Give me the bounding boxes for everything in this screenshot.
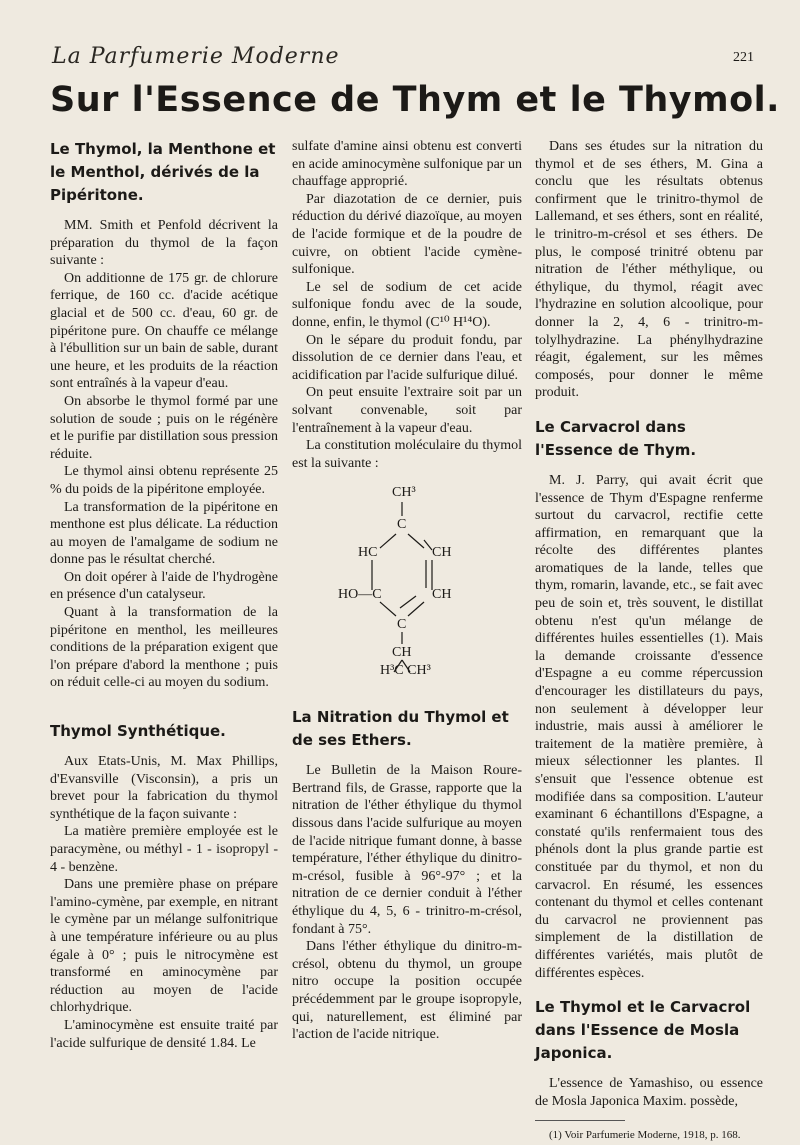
formula-label: CH³ (392, 485, 416, 501)
running-header: La Parfumerie Moderne (52, 44, 340, 69)
footnote-rule (535, 1120, 625, 1121)
section-heading-synthetique: Thymol Synthétique. (50, 722, 226, 741)
formula-label: H³C CH³ (380, 663, 431, 679)
paragraph: Dans l'éther éthylique du dinitro-m-crésol, obtenu du thymol, un groupe nitro occupe la position occupée précédemment par le groupe isopropyle, qui, naturellement, est éliminé par l'action de l'acide nitrique. (292, 939, 522, 1043)
formula-label: CH (392, 645, 412, 661)
paragraph: On additionne de 175 gr. de chlorure ferrique, de 160 cc. d'acide acétique glacial et de 500 cc. d'eau, 60 gr. de pipéritone pure. On chauffe ce mélange à l'ébullition sur un bain de sable, durant une heure, et les produits de la réaction sont entraînés à la vapeur d'eau. (50, 270, 278, 392)
paragraph: On absorbe le thymol formé par une solution de soude ; puis on le régénère et le purifie par distillation sous pression réduite. (50, 393, 278, 462)
paragraph: M. J. Parry, qui avait écrit que l'essence de Thym d'Espagne renferme surtout du carvacrol, rectifie cette affirmation, en remarquant que la récolte des différentes plantes aromatiques de la lande, telles que thym, romarin, lavande, etc., se fait avec peu de soin et, très souvent, le distillat obtenu n'est qu'un mélange de différentes huiles essentielles (1). Mais la demande croissante d'essence d'Espagne a eu comme répercussion d'encourager les distillateurs du pays, non seulement à développer leur industrie, mais aussi à améliorer le traitement de la matière première, à mieux sélectionner les plantes. Il s'ensuit que l'essence obtenue est modifiée dans sa composition. L'auteur examinant 6 échantillons d'Espagne, a constaté qu'ils renfermaient tous des phénols dont la plus grande partie est constituée par du thymol, et non du carvacrol. En résumé, les essences contenant du thymol et celles contenant du carvacrol ne proviennent pas simplement de la distillation de différentes variétés, mais plutôt de différentes espèces. (535, 472, 763, 981)
paragraph: Le Bulletin de la Maison Roure-Bertrand fils, de Grasse, rapporte que la nitration de l'éther éthylique du thymol dissous dans l'acide sulfurique au moyen de l'acide nitrique fumant donne, à basse température, l'éther éthylique du dinitro-m-crésol, fusible à 96°-97° ; et la nitration de ce dernier conduit à l'éther éthylique du 4, 5, 6 - trinitro-m-crésol, fondant à 75°. (292, 763, 522, 937)
thymol-structural-formula (292, 478, 522, 678)
paragraph: Par diazotation de ce dernier, puis réduction du dérivé diazoïque, au moyen de l'acide formique et de la poudre de cuivre, on obtient l'acide cymène-sulfonique. (292, 191, 522, 278)
paragraph: La matière première employée est le paracymène, ou méthyl - 1 - isopropyl - 4 - benzène. (50, 824, 278, 875)
paragraph: On le sépare du produit fondu, par dissolution de ce dernier dans l'eau, et acidification par l'acide sulfurique dilué. (292, 332, 522, 383)
footnote: (1) Voir Parfumerie Moderne, 1918, p. 168. (549, 1129, 741, 1142)
paragraph: Dans une première phase on prépare l'amino-cymène, par exemple, en nitrant le cymène par un mélange sulfonitrique à une température inférieure ou au plus égale à 0° ; puis le nitrocymène est transformé en aminocymène par réduction au moyen de l'acide chlorhydrique. (50, 877, 278, 1016)
paragraph: La constitution moléculaire du thymol est la suivante : (292, 438, 522, 471)
paragraph: Quant à la transformation de la pipéritone en menthol, les meilleures conditions de la préparation exigent que l'on prépare d'abord la menthone ; puis on réduit celle-ci au moyen du sodium. (50, 605, 278, 691)
paragraph: On doit opérer à l'aide de l'hydrogène en présence d'un catalyseur. (50, 569, 278, 603)
formula-label: C (397, 517, 407, 533)
article-title: Sur l'Essence de Thym et le Thymol. (50, 80, 780, 120)
paragraph: L'aminocymène est ensuite traité par l'acide sulfurique de densité 1.84. Le (50, 1017, 278, 1051)
paragraph: Aux Etats-Unis, M. Max Phillips, d'Evansville (Visconsin), a pris un brevet pour la fabrication du thymol synthétique de la façon suivante : (50, 754, 278, 822)
formula-label: CH (432, 587, 452, 603)
section-heading-carvacrol: Le Carvacrol dans l'Essence de Thym. (535, 417, 697, 459)
column-3 (535, 138, 763, 1145)
paragraph: Le sel de sodium de cet acide sulfonique fondu avec de la soude, donne, enfin, le thymol (C¹⁰ H¹⁴O). (292, 279, 522, 330)
column-2 (292, 138, 522, 1044)
paragraph: La transformation de la pipéritone en menthone est plus délicate. La réduction au moyen de l'amalgame de sodium ne donne pas le résultat cherché. (50, 499, 278, 568)
column-1 (50, 138, 278, 1052)
paragraph: Dans ses études sur la nitration du thymol et de ses éthers, M. Gina a conclu que les résultats obtenus confirment que le trinitro-thymol de Lallemand, et ses éthers, sont en réalité, le trinitro-m-crésol et ses éthers. De plus, le composé trinitré obtenu par nitration de l'éther méthylique, ou éthylique, du thymol, réagit avec l'hydrazine en solution alcoolique, pour donner la 2, 4, 6 - trinitro-m-tolylhydrazine. La phénylhydrazine réagit, également, sur les mêmes composés, pour donner le même produit. (535, 139, 763, 401)
section-heading-menthone: Le Thymol, la Menthone et le Menthol, dérivés de la Pipéritone. (50, 140, 276, 204)
paragraph: On peut ensuite l'extraire soit par un solvant convenable, soit par l'entraînement à la vapeur d'eau. (292, 385, 522, 436)
page-number: 221 (733, 50, 754, 65)
section-heading-mosla: Le Thymol et le Carvacrol dans l'Essence de Mosla Japonica. (535, 998, 751, 1063)
paragraph: L'essence de Yamashiso, ou essence de Mosla Japonica Maxim. possède, (535, 1076, 763, 1109)
paragraph: Le thymol ainsi obtenu représente 25 % du poids de la pipéritone employée. (50, 464, 278, 497)
paragraph: sulfate d'amine ainsi obtenu est converti en acide aminocymène sulfonique par un chauffage approprié. (292, 139, 522, 190)
formula-label: HO—C (338, 587, 382, 603)
formula-label: C (397, 617, 407, 633)
formula-label: CH (432, 545, 452, 561)
section-heading-nitration: La Nitration du Thymol et de ses Ethers. (292, 708, 509, 750)
formula-label: HC (358, 545, 378, 561)
paragraph: MM. Smith et Penfold décrivent la préparation du thymol de la façon suivante : (50, 218, 278, 269)
